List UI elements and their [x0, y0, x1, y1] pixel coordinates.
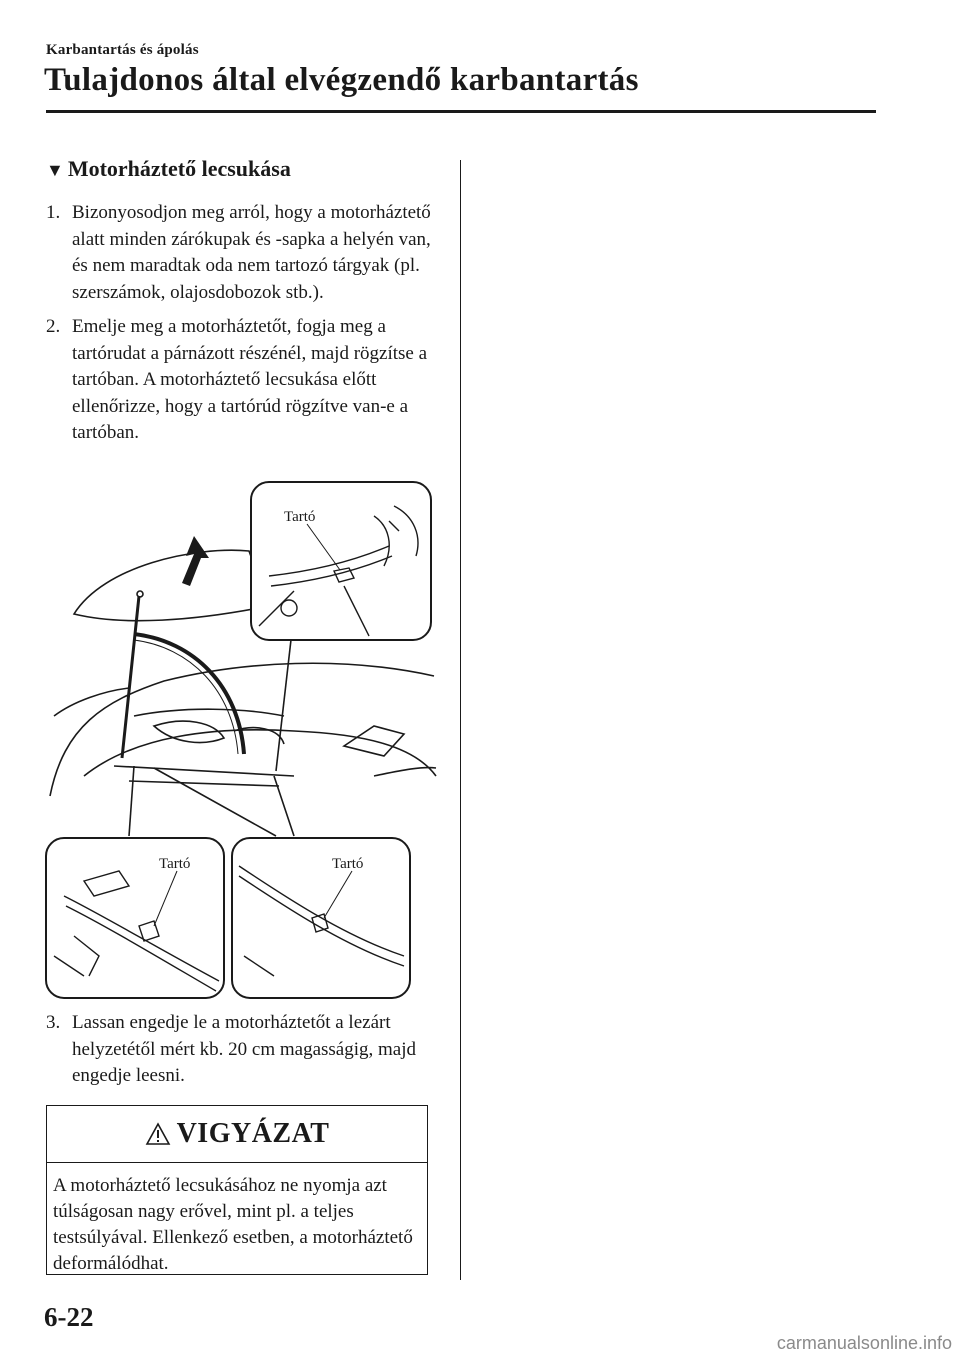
- warning-header: [47, 1106, 427, 1163]
- inset-top-holder: [251, 482, 431, 640]
- lift-arrow-icon: [182, 536, 209, 586]
- step-text: Emelje meg a motorháztetőt, fogja meg a tartórudat a párnázott részénél, majd rögzítse a tartóban. A motorháztető lecsukása előtt ellenőrizze, hogy a tartórúd rögzítve van-e a tartóban.: [72, 316, 428, 443]
- hood-support-figure: [44, 476, 438, 1006]
- steps-list-top: [46, 200, 438, 455]
- callout-label: Tartó: [159, 856, 191, 872]
- chapter-title: Tulajdonos által elvégzendő karbantartás: [44, 62, 639, 98]
- column-divider: [460, 160, 461, 1280]
- section-title: Motorháztető lecsukása: [67, 156, 291, 181]
- section-label: Karbantartás és ápolás: [46, 42, 199, 58]
- callout-label: Tartó: [284, 509, 316, 525]
- step-item: [46, 314, 438, 447]
- inset-bottom-right-holder: [232, 838, 410, 998]
- step-number: 2.: [46, 316, 61, 337]
- inset-bottom-left-holder: [46, 838, 224, 998]
- warning-triangle-icon: [145, 1122, 171, 1146]
- warning-title: VIGYÁZAT: [176, 1118, 330, 1149]
- step-item: [46, 1010, 438, 1090]
- step-item: [46, 200, 438, 306]
- section-heading: [46, 156, 291, 182]
- step-number: 1.: [46, 202, 61, 223]
- page-number: 6-22: [44, 1302, 94, 1332]
- header-rule: [46, 110, 876, 113]
- warning-text: A motorháztető lecsukásához ne nyomja azt túlságosan nagy erővel, mint pl. a teljes testsúlyával. Ellenkező esetben, a motorháztető deformálódhat.: [53, 1175, 413, 1274]
- footer-watermark: carmanualsonline.info: [776, 1333, 952, 1353]
- step-text: Lassan engedje le a motorháztetőt a lezárt helyzetétől mért kb. 20 cm magasságig, majd engedje leesni.: [72, 1012, 417, 1086]
- callout-label: Tartó: [332, 856, 364, 872]
- step-text: Bizonyosodjon meg arról, hogy a motorháztető alatt minden zárókupak és -sapka a helyén van, és nem maradtak oda nem tartozó tárgyak (pl. szerszámok, olajosdobozok stb.).: [72, 202, 431, 303]
- step-number: 3.: [46, 1012, 61, 1033]
- steps-list-bottom: [46, 1010, 438, 1098]
- warning-box: [46, 1105, 428, 1275]
- section-marker-icon: ▼: [46, 160, 64, 180]
